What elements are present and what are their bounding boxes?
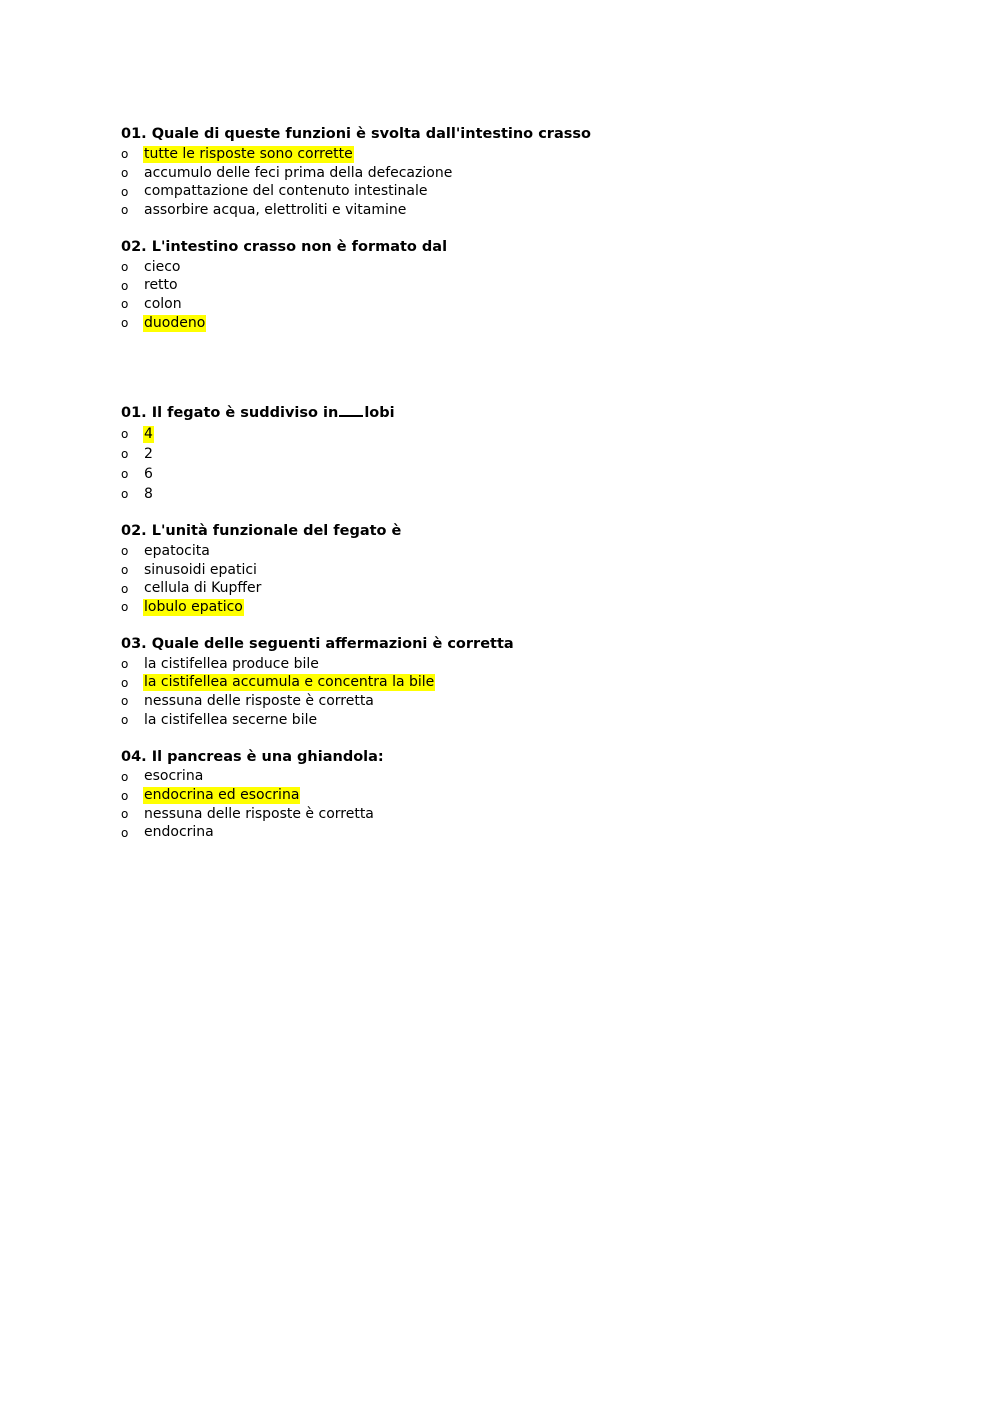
- answer-option[interactable]: [121, 692, 881, 711]
- question-s2-q3: [121, 633, 881, 730]
- question-title: 02. L'unità funzionale del fegato è: [121, 523, 402, 539]
- answer-option[interactable]: [121, 711, 881, 730]
- answer-options: [121, 145, 881, 220]
- answer-text: accumulo delle feci prima della defecazione: [144, 164, 453, 181]
- radio-bullet-icon: o: [121, 581, 129, 596]
- answer-option[interactable]: [121, 542, 881, 561]
- radio-bullet-icon: o: [121, 807, 129, 822]
- answer-option[interactable]: [121, 579, 881, 598]
- answer-options: [121, 542, 881, 617]
- answer-option[interactable]: [121, 655, 881, 674]
- fill-blank-line: [339, 403, 363, 417]
- answer-option[interactable]: [121, 786, 881, 805]
- radio-bullet-icon: o: [121, 447, 129, 461]
- quiz-section-intestino: [121, 123, 881, 333]
- question-title: 01. Quale di queste funzioni è svolta dall'intestino crasso: [121, 126, 591, 142]
- answer-option[interactable]: [121, 164, 881, 183]
- answer-option[interactable]: [121, 276, 881, 295]
- answer-option[interactable]: [121, 561, 881, 580]
- radio-bullet-icon: o: [121, 825, 129, 840]
- radio-bullet-icon: o: [121, 427, 129, 441]
- radio-bullet-icon: o: [121, 694, 129, 709]
- answer-text-highlighted: duodeno: [144, 314, 206, 331]
- answer-text-highlighted: 4: [144, 425, 153, 442]
- answer-option[interactable]: [121, 805, 881, 824]
- answer-text: la cistifellea secerne bile: [144, 711, 318, 728]
- radio-bullet-icon: o: [121, 544, 129, 559]
- answer-option[interactable]: [121, 464, 881, 484]
- answer-text: assorbire acqua, elettroliti e vitamine: [144, 201, 407, 218]
- radio-bullet-icon: o: [121, 563, 129, 578]
- answer-text-highlighted: tutte le risposte sono corrette: [144, 145, 353, 162]
- question-title: [121, 402, 881, 424]
- question-title-end: lobi: [364, 405, 395, 421]
- radio-bullet-icon: o: [121, 166, 129, 181]
- radio-bullet-icon: o: [121, 675, 129, 690]
- radio-bullet-icon: o: [121, 769, 129, 784]
- answer-text: cellula di Kupffer: [144, 580, 262, 597]
- answer-option[interactable]: [121, 201, 881, 220]
- question-s2-q2: [121, 520, 881, 617]
- radio-bullet-icon: o: [121, 713, 129, 728]
- answer-text: 2: [144, 445, 153, 462]
- answer-text-highlighted: la cistifellea accumula e concentra la bile: [144, 674, 435, 691]
- answer-option[interactable]: [121, 258, 881, 277]
- answer-option[interactable]: [121, 768, 881, 787]
- answer-option[interactable]: [121, 824, 881, 843]
- answer-text: 8: [144, 485, 153, 502]
- question-title-start: 01. Il fegato è suddiviso in: [121, 405, 339, 421]
- answer-text: nessuna delle risposte è corretta: [144, 692, 374, 709]
- radio-bullet-icon: o: [121, 316, 129, 331]
- answer-option[interactable]: [121, 444, 881, 464]
- radio-bullet-icon: o: [121, 467, 129, 481]
- answer-option[interactable]: [121, 598, 881, 617]
- quiz-section-fegato: [121, 402, 881, 842]
- answer-text: la cistifellea produce bile: [144, 655, 319, 672]
- radio-bullet-icon: o: [121, 203, 129, 218]
- answer-option[interactable]: [121, 145, 881, 164]
- radio-bullet-icon: o: [121, 487, 129, 501]
- answer-text: 6: [144, 465, 153, 482]
- answer-text: colon: [144, 295, 182, 312]
- answer-text: epatocita: [144, 542, 210, 559]
- question-title: 04. Il pancreas è una ghiandola:: [121, 748, 384, 765]
- radio-bullet-icon: o: [121, 788, 129, 803]
- answer-text-highlighted: endocrina ed esocrina: [144, 787, 300, 804]
- answer-options: [121, 424, 881, 504]
- answer-options: [121, 655, 881, 730]
- radio-bullet-icon: o: [121, 278, 129, 293]
- answer-option[interactable]: [121, 484, 881, 504]
- answer-text: retto: [144, 277, 178, 294]
- answer-text: sinusoidi epatici: [144, 561, 257, 578]
- question-s1-q1: [121, 123, 881, 220]
- answer-text: nessuna delle risposte è corretta: [144, 805, 374, 822]
- answer-text: endocrina: [144, 824, 214, 841]
- radio-bullet-icon: o: [121, 147, 129, 162]
- radio-bullet-icon: o: [121, 657, 129, 672]
- question-s2-q4: [121, 746, 881, 843]
- answer-options: [121, 258, 881, 333]
- question-title: 03. Quale delle seguenti affermazioni è corretta: [121, 635, 514, 652]
- question-s1-q2: [121, 236, 881, 333]
- radio-bullet-icon: o: [121, 184, 129, 199]
- question-title: 02. L'intestino crasso non è formato dal: [121, 238, 448, 255]
- answer-text-highlighted: lobulo epatico: [144, 598, 243, 615]
- answer-option[interactable]: [121, 295, 881, 314]
- answer-option[interactable]: [121, 314, 881, 333]
- answer-text: compattazione del contenuto intestinale: [144, 183, 428, 200]
- answer-text: cieco: [144, 258, 181, 275]
- answer-option[interactable]: [121, 182, 881, 201]
- radio-bullet-icon: o: [121, 600, 129, 615]
- answer-option[interactable]: [121, 424, 881, 444]
- answer-options: [121, 768, 881, 843]
- question-s2-q1: [121, 402, 881, 504]
- radio-bullet-icon: o: [121, 297, 129, 312]
- answer-text: esocrina: [144, 768, 204, 785]
- answer-option[interactable]: [121, 673, 881, 692]
- radio-bullet-icon: o: [121, 260, 129, 275]
